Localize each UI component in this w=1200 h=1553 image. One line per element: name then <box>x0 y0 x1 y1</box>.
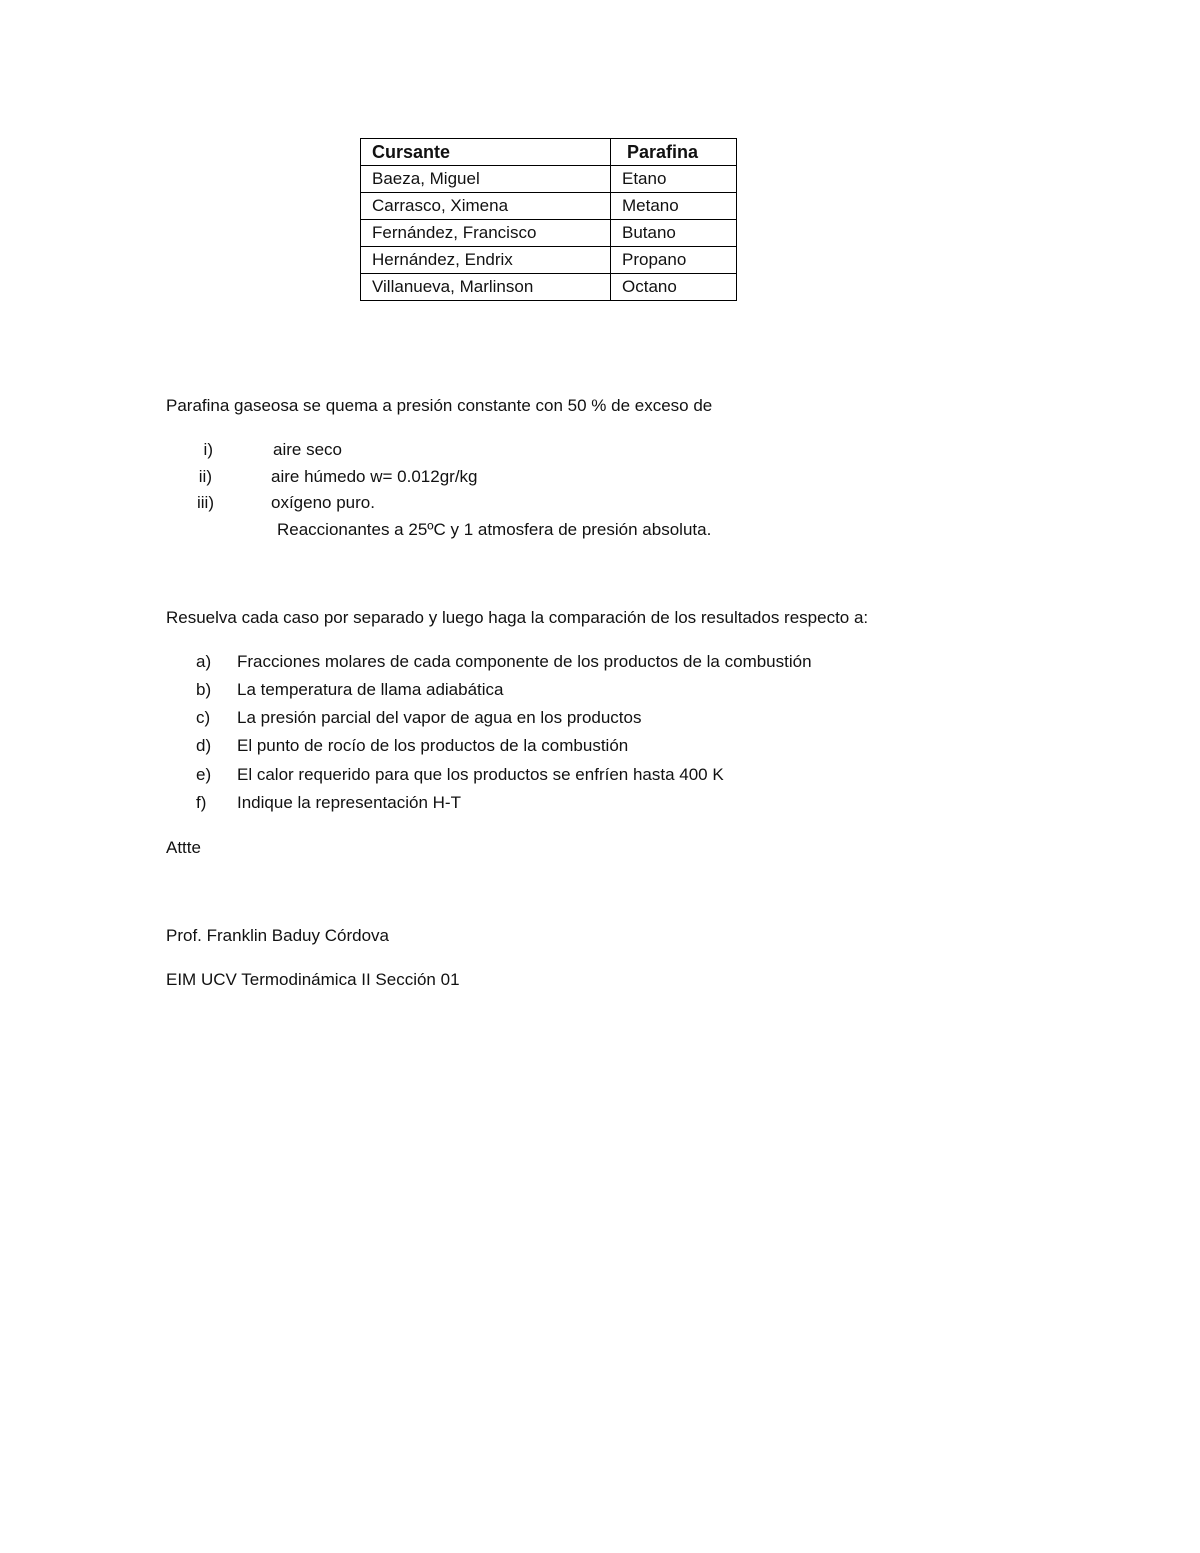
paraffin-cell: Etano <box>611 166 737 193</box>
case-number: iii) <box>197 493 214 512</box>
question-item <box>196 736 628 756</box>
assignment-table <box>360 138 737 301</box>
table-row <box>361 247 737 274</box>
question-letter: f) <box>196 793 207 812</box>
question-item <box>196 680 504 700</box>
student-name-cell: Villanueva, Marlinson <box>361 274 611 301</box>
question-letter: b) <box>196 680 212 699</box>
question-text: El punto de rocío de los productos de la combustión <box>237 736 629 755</box>
paraffin-cell: Propano <box>611 247 737 274</box>
question-item <box>196 765 724 785</box>
table-row <box>361 220 737 247</box>
table-row <box>361 166 737 193</box>
student-name-cell: Baeza, Miguel <box>361 166 611 193</box>
signature-text: Prof. Franklin Baduy Córdova <box>166 926 389 945</box>
question-text: Indique la representación H-T <box>237 793 461 812</box>
case-number: i) <box>203 440 213 459</box>
closing-text: Attte <box>166 838 201 857</box>
paraffin-cell: Butano <box>611 220 737 247</box>
question-letter: a) <box>196 652 212 671</box>
case-text: aire seco <box>273 440 342 459</box>
paraffin-cell: Metano <box>611 193 737 220</box>
table-header-row <box>361 139 737 166</box>
case-number: ii) <box>198 467 212 486</box>
conditions-text: Reaccionantes a 25ºC y 1 atmosfera de presión absoluta. <box>277 520 712 539</box>
intro-paragraph: Parafina gaseosa se quema a presión constante con 50 % de exceso de <box>166 396 713 415</box>
table-row <box>361 193 737 220</box>
question-letter: e) <box>196 765 212 784</box>
question-text: Fracciones molares de cada componente de los productos de la combustión <box>237 652 812 671</box>
question-text: El calor requerido para que los productos se enfríen hasta 400 K <box>237 765 724 784</box>
student-name-cell: Hernández, Endrix <box>361 247 611 274</box>
case-text: oxígeno puro. <box>271 493 375 512</box>
case-text: aire húmedo w= 0.012gr/kg <box>271 467 478 486</box>
question-text: La presión parcial del vapor de agua en los productos <box>237 708 642 727</box>
table-row <box>361 274 737 301</box>
question-letter: d) <box>196 736 212 755</box>
question-item <box>196 793 461 813</box>
course-text: EIM UCV Termodinámica II Sección 01 <box>166 970 460 989</box>
question-item <box>196 652 812 672</box>
column-header-parafina: Parafina <box>611 139 737 166</box>
instruction-paragraph: Resuelva cada caso por separado y luego haga la comparación de los resultados respecto a: <box>166 608 869 627</box>
student-name-cell: Fernández, Francisco <box>361 220 611 247</box>
question-letter: c) <box>196 708 211 727</box>
paraffin-cell: Octano <box>611 274 737 301</box>
student-name-cell: Carrasco, Ximena <box>361 193 611 220</box>
question-item <box>196 708 642 728</box>
question-text: La temperatura de llama adiabática <box>237 680 504 699</box>
column-header-cursante: Cursante <box>361 139 611 166</box>
